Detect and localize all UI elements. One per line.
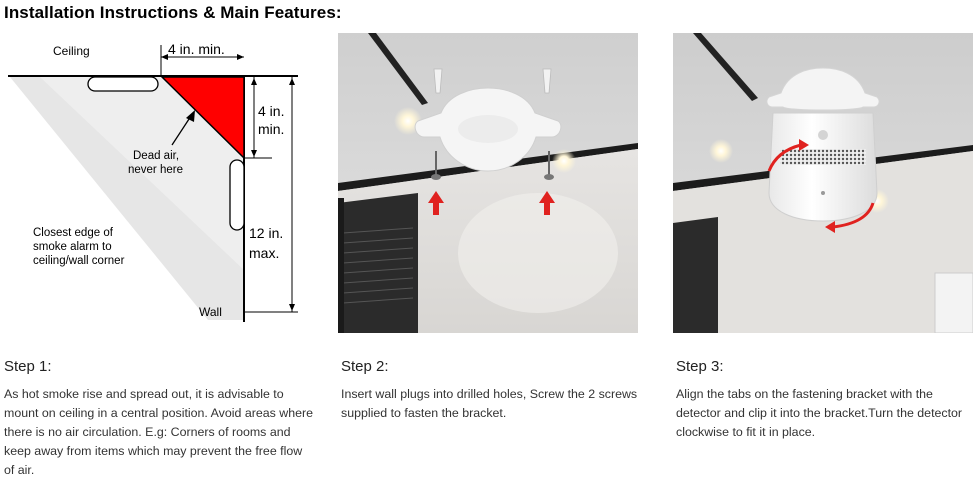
top-distance-label: 4 in. min. (168, 41, 225, 57)
step-2-title: Step 2: (341, 358, 389, 375)
step-2-photo (338, 33, 638, 333)
closest-edge-label: Closest edge of (33, 227, 113, 239)
side-distance-label: 4 in. (258, 103, 285, 119)
ceiling-label: Ceiling (53, 44, 90, 58)
side-distance-label-unit: min. (258, 121, 285, 137)
max-distance-label-unit: max. (249, 245, 280, 261)
step-3-title: Step 3: (676, 358, 724, 375)
step-3-photo (673, 33, 973, 333)
step-1-title: Step 1: (4, 358, 52, 375)
wall-label: Wall (199, 305, 222, 319)
closest-edge-label-3: ceiling/wall corner (33, 255, 125, 267)
placement-diagram (0, 30, 320, 330)
step-1-description: As hot smoke rise and spread out, it is advisable to mount on ceiling in a central position. Avoid areas where there is no air circulation. E.g: Corners of rooms and keep away from items which may prevent the free flow of air. (4, 387, 314, 477)
page-title: Installation Instructions & Main Features: (4, 3, 342, 22)
dead-air-label-2: never here (128, 164, 183, 176)
ceiling-alarm (88, 77, 158, 91)
dead-air-label: Dead air, (133, 150, 180, 162)
max-distance-label: 12 in. (249, 225, 284, 241)
wall-alarm (230, 160, 244, 230)
smoke-detector-icon (769, 113, 877, 221)
step-3-description: Align the tabs on the fastening bracket with the detector and clip it into the bracket.Turn the detector clockwise to fit it in place. (676, 387, 963, 439)
step-2-description: Insert wall plugs into drilled holes, Screw the 2 screws supplied to fasten the bracket. (341, 387, 638, 420)
closest-edge-label-2: smoke alarm to (33, 241, 112, 253)
